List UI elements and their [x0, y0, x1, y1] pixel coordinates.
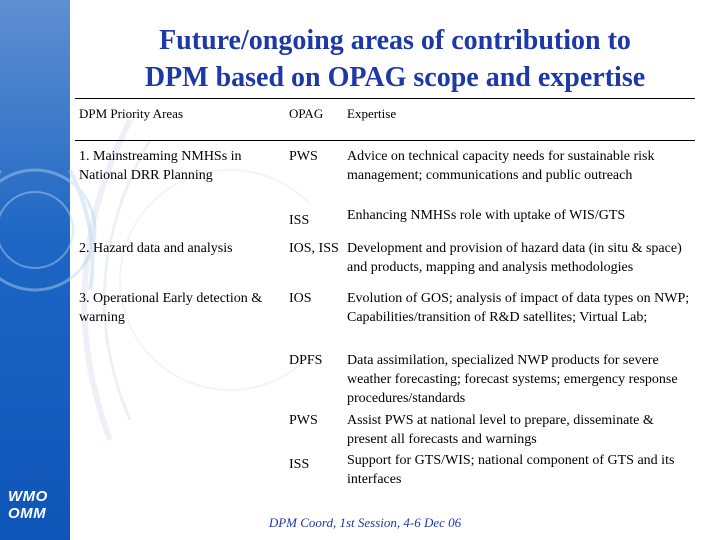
- area-cell: 2. Hazard data and analysis: [79, 241, 233, 256]
- opag-entry: PWS: [289, 149, 318, 164]
- expertise-entry: Advice on technical capacity needs for sustainable risk management; communications and public outreach: [347, 149, 655, 183]
- expertise-entry: Assist PWS at national level to prepare, disseminate & present all forecasts and warnings: [347, 413, 654, 447]
- table-row: [75, 239, 695, 289]
- expertise-cell: [343, 289, 695, 489]
- title-line-2: DPM based on OPAG scope and expertise: [144, 62, 646, 93]
- table-row: [75, 289, 695, 489]
- header-opag: OPAG: [285, 99, 343, 141]
- title-line-1: Future/ongoing areas of contribution to: [159, 25, 631, 56]
- footer-session-info: DPM Coord, 1st Session, 4-6 Dec 06: [268, 515, 462, 530]
- expertise-cell: Development and provision of hazard data (in situ & space) and products, mapping and analysis methodologies: [347, 241, 682, 275]
- opag-entry: ISS: [289, 457, 310, 472]
- table-row: [75, 141, 695, 240]
- opag-entry: IOS: [289, 291, 312, 306]
- expertise-cell: [343, 141, 695, 240]
- table-header-row: [75, 99, 695, 141]
- logo-line-wmo: WMO: [8, 488, 48, 505]
- page-title: [70, 22, 720, 96]
- opag-entry: PWS: [289, 413, 318, 428]
- expertise-entry: Evolution of GOS; analysis of impact of data types on NWP; Capabilities/transition of R&D satellites; Virtual Lab;: [347, 291, 690, 325]
- expertise-entry: Enhancing NMHSs role with uptake of WIS/GTS: [347, 208, 626, 223]
- opag-cell: [285, 141, 343, 240]
- opag-entry: DPFS: [289, 353, 323, 368]
- expertise-entry: Data assimilation, specialized NWP products for severe weather forecasting; forecast systems; emergency response procedures/standards: [347, 353, 678, 406]
- wmo-logo: [8, 488, 48, 522]
- dpm-table: [75, 98, 695, 489]
- left-sidebar-band: [0, 0, 70, 540]
- opag-cell: [285, 289, 343, 489]
- logo-line-omm: OMM: [8, 505, 47, 522]
- area-cell: 1. Mainstreaming NMHSs in National DRR Planning: [79, 149, 242, 183]
- opag-entry: ISS: [289, 213, 310, 228]
- expertise-entry: Support for GTS/WIS; national component of GTS and its interfaces: [347, 453, 675, 487]
- area-cell: 3. Operational Early detection & warning: [79, 291, 263, 325]
- header-dpm-priority-areas: DPM Priority Areas: [75, 99, 285, 141]
- header-expertise: Expertise: [343, 99, 695, 141]
- opag-cell: IOS, ISS: [289, 241, 339, 256]
